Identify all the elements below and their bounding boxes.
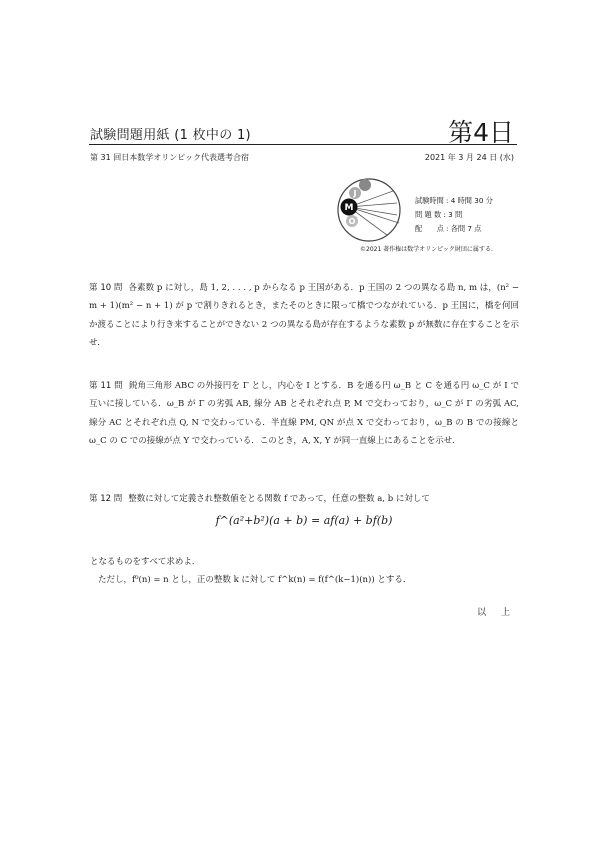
logo-letter-m: M	[344, 203, 354, 213]
problem-11	[89, 377, 519, 451]
problem-12	[89, 490, 519, 508]
logo-letter-o: O	[348, 217, 356, 226]
functional-equation: f^(a²+b²)(a + b) = af(a) + bf(b)	[215, 514, 393, 527]
problem-11-text: 鋭角三角形 ABC の外接円を Γ とし，内心を I とする．B を通る円 ω_B と C を通る円 ω_C が I で互いに接している．ω_B が Γ の劣弧 AB, 線分 AB とそれぞれ点 P, M で交わっており，ω_C が Γ の劣弧 AC, 線分 AC とそれぞれ点 Q, N で交わっている．半直線 PM, QN が点 X で交わっており，ω_B の B での接線と ω_C の C での接線が点 Y で交わっている．このとき，A, X, Y が同一直線上にあることを示せ．	[89, 381, 519, 447]
problem-10-text: 各素数 p に対し，島 1, 2, . . . , p からなる p 王国がある．p 王国の 2 つの異なる島 n, m は，(n² − m + 1)(m² − n + 1) が p で割りきれるとき，またそのときに限って橋でつながれている．p 王国に，橋を何回か渡ることにより行き来することができない 2 つの異なる島が存在するような素数 p が無数に存在することを示せ．	[89, 283, 519, 349]
problem-10-number: 第 10 問	[89, 283, 123, 293]
ending-line-2: ただし，f⁰(n) = n とし，正の整数 k に対して f^k(n) = f(f^(k−1)(n)) とする．	[98, 575, 412, 586]
exam-time: 試験時間 : 4 時間 30 分	[415, 196, 493, 205]
ending-line-1: となるものをすべて求めよ．	[90, 557, 201, 567]
exam-date: 2021 年 3 月 24 日 (水)	[424, 153, 514, 162]
problem-11-number: 第 11 問	[89, 381, 123, 391]
problem-12-text: 整数に対して定義され整数値をとる関数 f であって，任意の整数 a, b に対して	[128, 494, 430, 504]
jmo-logo	[333, 177, 405, 243]
header-rule	[89, 144, 517, 145]
points: 配 点 : 各問 7 点	[415, 224, 482, 233]
day-label: 第4日	[448, 118, 514, 147]
problem-12-number: 第 12 問	[89, 494, 123, 504]
event-name: 第 31 回日本数学オリンピック代表選考合宿	[90, 153, 249, 162]
problem-10	[89, 279, 519, 353]
copyright: ©2021 著作権は数学オリンピック財団に属する.	[360, 246, 493, 253]
header-title: 試験問題用紙 (1 枚中の 1)	[90, 128, 251, 143]
closing-mark: 以 上	[477, 608, 516, 618]
problem-count: 問 題 数 : 3 問	[415, 210, 463, 219]
problem-12-ending	[90, 553, 520, 590]
logo-letter-j: J	[353, 189, 357, 198]
